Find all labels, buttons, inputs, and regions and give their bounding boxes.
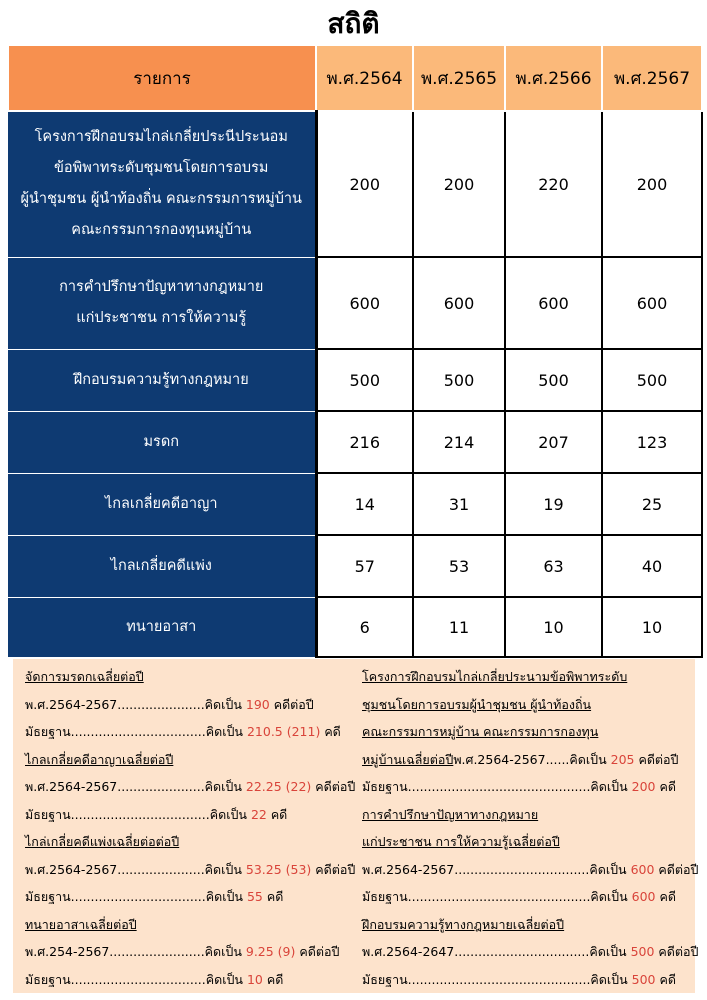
note-value: 22.25 (22) bbox=[245, 779, 312, 794]
cell-value: 57 bbox=[316, 535, 413, 597]
row-label-line: แก่ประชาชน การให้ความรู้ bbox=[76, 310, 247, 326]
statistics-table bbox=[7, 44, 703, 658]
cell-value: 207 bbox=[505, 411, 602, 473]
cell-value: 600 bbox=[316, 257, 413, 349]
page-title: สถิติ bbox=[327, 7, 380, 40]
note-value: 600 bbox=[630, 861, 655, 877]
note-line bbox=[25, 938, 355, 966]
note-unit: คดี bbox=[655, 971, 676, 987]
cell-value: 220 bbox=[505, 111, 602, 257]
note-heading: แก่ประชาชน การให้ความรู้เฉลี่ยต่อปี bbox=[362, 834, 560, 849]
row-label bbox=[8, 411, 316, 473]
note-line bbox=[25, 883, 355, 911]
header-year: พ.ศ.2565 bbox=[413, 45, 505, 111]
note-line bbox=[362, 746, 690, 774]
cell-value: 10 bbox=[505, 597, 602, 657]
note-label: มัธยฐาน..................................คิดเป็น bbox=[25, 724, 247, 739]
note-value: 210.5 (211) bbox=[246, 724, 321, 739]
note-value: 500 bbox=[631, 971, 656, 987]
header-item: รายการ bbox=[8, 45, 316, 111]
note-unit: คดีต่อปี bbox=[311, 779, 356, 794]
note-heading: ฝึกอบรมความรู้ทางกฎหมายเฉลี่ยต่อปี bbox=[362, 916, 565, 932]
note-unit: คดี bbox=[266, 806, 288, 822]
cell-value: 200 bbox=[602, 111, 702, 257]
cell-value: 216 bbox=[316, 411, 413, 473]
note-heading: ไกลเกลี่ยคดีอาญาเฉลี่ยต่อปี bbox=[25, 751, 174, 767]
note-unit: คดีต่อปี bbox=[654, 861, 699, 877]
note-label: พ.ศ.2564-2567......................คิดเป็น bbox=[25, 861, 246, 877]
table-row bbox=[8, 349, 702, 411]
cell-value: 600 bbox=[602, 257, 702, 349]
note-heading-part: หมู่บ้านเฉลี่ยต่อปี bbox=[362, 751, 454, 767]
row-label bbox=[8, 111, 316, 257]
note-value: 500 bbox=[630, 944, 655, 959]
note-line bbox=[362, 856, 699, 884]
row-label-line: การคำปรึกษาปัญหาทางกฎหมาย bbox=[59, 279, 264, 295]
note-label: มัธยฐาน...................................คิดเป็น bbox=[25, 806, 251, 822]
row-label-line: ทนายอาสา bbox=[126, 618, 197, 635]
cell-value: 53 bbox=[413, 535, 505, 597]
cell-value: 500 bbox=[316, 349, 413, 411]
cell-value: 31 bbox=[413, 473, 505, 535]
cell-value: 10 bbox=[602, 597, 702, 657]
table-row bbox=[8, 111, 702, 257]
header-year: พ.ศ.2567 bbox=[602, 45, 702, 111]
note-line bbox=[25, 801, 355, 829]
note-line bbox=[362, 773, 690, 801]
note-unit: คดี bbox=[262, 889, 284, 904]
note-label: พ.ศ.2564-2567..................................คิดเป็น bbox=[362, 861, 631, 877]
table-header-row bbox=[8, 45, 702, 111]
cell-value: 11 bbox=[413, 597, 505, 657]
cell-value: 200 bbox=[413, 111, 505, 257]
note-unit: คดีต่อปี bbox=[634, 751, 679, 767]
note-label: มัธยฐาน..............................................คิดเป็น bbox=[362, 779, 632, 794]
note-line bbox=[25, 691, 355, 719]
note-label: พ.ศ.254-2567........................คิดเป็น bbox=[25, 944, 246, 959]
note-label: พ.ศ.2564-2647..................................คิดเป็น bbox=[362, 944, 631, 959]
cell-value: 200 bbox=[316, 111, 413, 257]
note-unit: คดี bbox=[320, 724, 341, 739]
note-heading: คณะกรรมการหมู่บ้าน คณะกรรมการกองทุน bbox=[362, 724, 599, 739]
note-heading: จัดการมรดกเฉลี่ยต่อปี bbox=[25, 669, 144, 684]
note-value: 190 bbox=[245, 696, 270, 712]
note-label: พ.ศ.2564-2567......................คิดเป็น bbox=[25, 779, 246, 794]
note-line bbox=[25, 856, 355, 884]
note-line bbox=[25, 966, 355, 994]
note-unit: คดีต่อปี bbox=[295, 944, 340, 959]
note-label: มัธยฐาน..................................คิดเป็น bbox=[25, 971, 247, 987]
cell-value: 500 bbox=[413, 349, 505, 411]
row-label-line: มรดก bbox=[143, 433, 180, 450]
note-line bbox=[362, 883, 690, 911]
row-label-line: ผู้นำชุมชน ผู้นำท้องถิ่น คณะกรรมการหมู่บ้าน bbox=[20, 191, 302, 208]
cell-value: 63 bbox=[505, 535, 602, 597]
row-label bbox=[8, 535, 316, 597]
note-line bbox=[25, 718, 355, 746]
notes-right-column bbox=[362, 663, 699, 993]
header-year: พ.ศ.2564 bbox=[316, 45, 413, 111]
note-line bbox=[362, 938, 699, 966]
note-value: 9.25 (9) bbox=[245, 944, 296, 959]
note-heading: ไกล่เกลี่ยคดีแพ่งเฉลี่ยต่อต่อปี bbox=[25, 834, 180, 849]
row-label-line: โครงการฝึกอบรมไกล่เกลี่ยประนีประนอม bbox=[34, 129, 288, 146]
row-label-line: ฝึกอบรมความรู้ทางกฎหมาย bbox=[73, 371, 249, 388]
cell-value: 600 bbox=[413, 257, 505, 349]
header-year: พ.ศ.2566 bbox=[505, 45, 602, 111]
cell-value: 500 bbox=[505, 349, 602, 411]
note-line bbox=[362, 966, 690, 994]
note-heading: การคำปรึกษาปัญหาทางกฎหมาย bbox=[362, 806, 539, 822]
row-label-line: ไกลเกลี่ยคดีแพ่ง bbox=[110, 557, 212, 574]
cell-value: 25 bbox=[602, 473, 702, 535]
note-label: มัธยฐาน..................................คิดเป็น bbox=[25, 889, 247, 904]
table-row bbox=[8, 257, 702, 349]
note-unit: คดีต่อปี bbox=[654, 944, 699, 959]
cell-value: 123 bbox=[602, 411, 702, 473]
row-label bbox=[8, 597, 316, 657]
row-label-line: ไกลเกลี่ยคดีอาญา bbox=[104, 495, 218, 512]
note-unit: คดีต่อปี bbox=[269, 696, 314, 712]
cell-value: 600 bbox=[505, 257, 602, 349]
note-label: พ.ศ.2564-2567......................คิดเป็น bbox=[25, 696, 246, 712]
cell-value: 500 bbox=[602, 349, 702, 411]
note-value: 10 bbox=[246, 971, 263, 987]
note-label: พ.ศ.2564-2567......คิดเป็น bbox=[453, 751, 611, 767]
note-unit: คดี bbox=[655, 779, 676, 794]
cell-value: 14 bbox=[316, 473, 413, 535]
note-heading: ชุมชนโดยการอบรมผู้นำชุมชน ผู้นำท้องถิ่น bbox=[362, 696, 592, 712]
note-label: มัธยฐาน..............................................คิดเป็น bbox=[362, 889, 632, 904]
summary-notes bbox=[13, 659, 699, 993]
note-heading: โครงการฝึกอบรมไกล่เกลี่ยประนามข้อพิพาทระดับ bbox=[362, 669, 628, 684]
cell-value: 6 bbox=[316, 597, 413, 657]
note-value: 205 bbox=[610, 751, 635, 767]
note-unit: คดีต่อปี bbox=[311, 861, 356, 877]
table-row bbox=[8, 535, 702, 597]
note-heading: ทนายอาสาเฉลี่ยต่อปี bbox=[25, 916, 137, 932]
note-value: 600 bbox=[631, 889, 656, 904]
table-row bbox=[8, 411, 702, 473]
cell-value: 40 bbox=[602, 535, 702, 597]
note-line bbox=[25, 773, 355, 801]
note-value: 22 bbox=[250, 806, 267, 822]
row-label bbox=[8, 257, 316, 349]
table-row bbox=[8, 473, 702, 535]
note-label: มัธยฐาน..............................................คิดเป็น bbox=[362, 971, 632, 987]
row-label-line: คณะกรรมการกองทุนหมู่บ้าน bbox=[71, 222, 252, 239]
note-value: 200 bbox=[631, 779, 656, 794]
note-unit: คดี bbox=[655, 889, 676, 904]
note-value: 55 bbox=[246, 889, 263, 904]
row-label bbox=[8, 473, 316, 535]
note-unit: คดี bbox=[262, 971, 284, 987]
row-label bbox=[8, 349, 316, 411]
row-label-line: ข้อพิพาทระดับชุมชนโดยการอบรม bbox=[54, 160, 269, 177]
note-value: 53.25 (53) bbox=[245, 861, 312, 877]
notes-left-column bbox=[25, 663, 355, 993]
table-row bbox=[8, 597, 702, 657]
cell-value: 214 bbox=[413, 411, 505, 473]
cell-value: 19 bbox=[505, 473, 602, 535]
